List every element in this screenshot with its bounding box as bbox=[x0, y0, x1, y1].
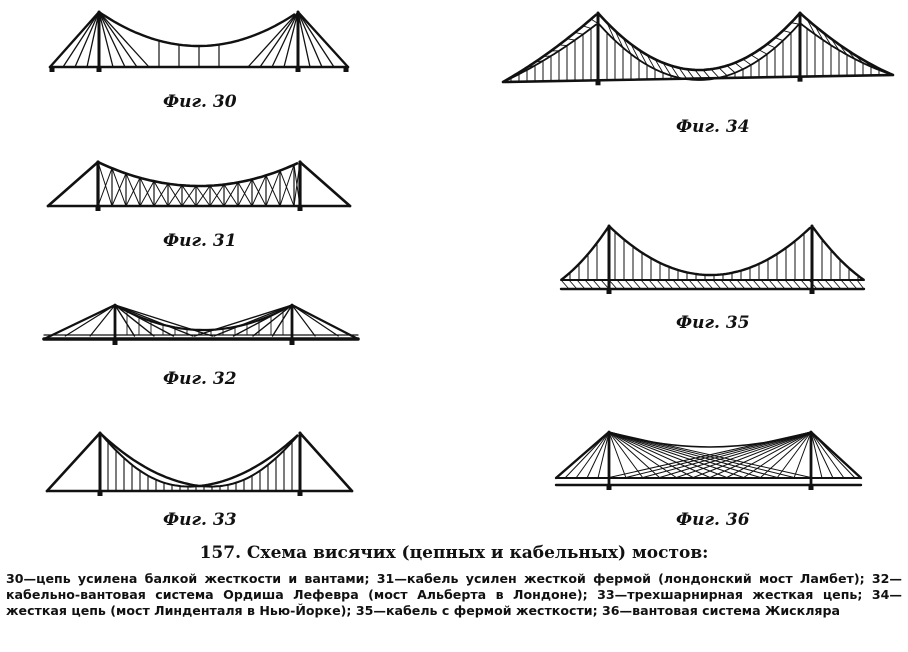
side-stay bbox=[90, 305, 115, 336]
chain-truss-diagonal bbox=[775, 38, 783, 41]
truss-diagonal bbox=[665, 280, 673, 289]
truss-diagonal bbox=[657, 280, 665, 289]
anchor-cable-right bbox=[300, 162, 350, 206]
pier-left bbox=[607, 289, 612, 294]
pier-left bbox=[96, 206, 101, 211]
backstay-cable bbox=[75, 12, 99, 67]
truss-diagonal bbox=[593, 280, 601, 289]
figure-caption-text: 30—цепь усилена балкой жесткости и вантами; 31—кабель усилен жесткой фермой (лондонский мост Ламбет); 32—кабельно-вантовая система Ордиша Лефевра (мост Альберта в Лондоне); 33—трехшарнирная жесткая цепь; 34—жесткая цепь (мост Линденталя в Нью-Йорке); 35—кабель с фермой жесткости; 36—вантовая система Жискляра bbox=[6, 571, 902, 618]
truss-diagonal bbox=[641, 280, 649, 289]
figure-31-label: Фиг. 31 bbox=[163, 231, 237, 251]
figure-35-cable-with-truss-diagram bbox=[561, 226, 864, 294]
main-cable bbox=[561, 226, 864, 280]
truss-diagonal bbox=[649, 280, 657, 289]
truss-diagonal bbox=[729, 280, 737, 289]
truss-diagonal bbox=[673, 280, 681, 289]
truss-diagonal bbox=[817, 280, 825, 289]
truss-diagonal bbox=[849, 280, 857, 289]
truss-diagonal bbox=[697, 280, 705, 289]
truss-diagonal bbox=[857, 280, 864, 289]
chain-truss-diagonal bbox=[751, 55, 759, 60]
truss-diagonal bbox=[705, 280, 713, 289]
backstay-left bbox=[47, 433, 100, 491]
truss-diagonal bbox=[625, 280, 633, 289]
chain-truss-diagonal bbox=[711, 69, 719, 78]
figure-30-chain-bridge-diagram bbox=[50, 12, 349, 72]
truss-diagonal bbox=[833, 280, 841, 289]
truss-diagonal bbox=[561, 280, 569, 289]
figure-34-rigid-chain-diagram bbox=[503, 13, 893, 85]
truss-diagonal bbox=[713, 280, 721, 289]
pier-right bbox=[290, 340, 295, 345]
side-stay bbox=[565, 432, 609, 478]
pier-left bbox=[607, 485, 612, 490]
truss-diagonal bbox=[785, 280, 793, 289]
side-stay bbox=[292, 305, 315, 336]
pier-right bbox=[298, 206, 303, 211]
figure-35-label: Фиг. 35 bbox=[676, 313, 750, 333]
pier-right bbox=[809, 485, 814, 490]
truss-diagonal bbox=[801, 280, 809, 289]
backstay-right bbox=[292, 305, 358, 339]
side-stay bbox=[65, 305, 115, 336]
pier-left bbox=[98, 491, 103, 496]
figure-32-ordish-lefeuvre-diagram bbox=[44, 305, 358, 345]
backstay-left bbox=[556, 432, 609, 478]
truss-diagonal bbox=[793, 280, 801, 289]
radiating-stay bbox=[609, 432, 762, 478]
side-stay bbox=[811, 432, 844, 478]
truss-diagonal bbox=[569, 280, 577, 289]
figure-34-label: Фиг. 34 bbox=[676, 117, 750, 137]
truss-diagonal bbox=[689, 280, 697, 289]
figure-33-label: Фиг. 33 bbox=[163, 510, 237, 530]
chain-truss-diagonal bbox=[767, 44, 775, 48]
deck-beam bbox=[503, 75, 893, 82]
figure-36-giscard-cable-stay-diagram bbox=[556, 432, 861, 490]
truss-diagonal bbox=[777, 280, 785, 289]
truss-diagonal bbox=[633, 280, 641, 289]
pier-right bbox=[298, 491, 303, 496]
figure-31-truss-stiffened-cable-diagram bbox=[48, 162, 350, 211]
pier-right bbox=[810, 289, 815, 294]
pier-left bbox=[596, 80, 601, 85]
chain-truss-diagonal bbox=[759, 50, 767, 54]
top-cable bbox=[609, 432, 811, 447]
pier-left bbox=[97, 67, 102, 72]
backstay-right bbox=[811, 432, 861, 478]
side-stay bbox=[811, 432, 855, 478]
truss-diagonal bbox=[825, 280, 833, 289]
chain-truss-diagonal bbox=[575, 32, 583, 34]
truss-diagonal bbox=[737, 280, 745, 289]
truss-diagonal bbox=[721, 280, 729, 289]
figure-33-three-hinged-chain-diagram bbox=[47, 433, 352, 496]
truss-diagonal bbox=[577, 280, 585, 289]
chain-truss-diagonal bbox=[791, 23, 799, 24]
truss-diagonal bbox=[745, 280, 753, 289]
abutment-right bbox=[344, 67, 349, 72]
truss-diagonal bbox=[769, 280, 777, 289]
chain-truss-diagonal bbox=[783, 31, 791, 33]
stay-cable bbox=[260, 12, 298, 67]
backstay-cable bbox=[298, 12, 322, 67]
chain-truss-diagonal bbox=[743, 59, 751, 65]
chain-truss-diagonal bbox=[719, 68, 727, 76]
chain-truss-diagonal bbox=[727, 66, 735, 73]
truss-diagonal bbox=[753, 280, 761, 289]
radiating-stay bbox=[658, 432, 811, 478]
chain-truss-diagonal bbox=[559, 45, 567, 46]
backstay-left bbox=[50, 12, 99, 67]
main-chain bbox=[99, 12, 295, 46]
pier-right bbox=[296, 67, 301, 72]
figure-32-label: Фиг. 32 bbox=[163, 369, 237, 389]
figure-caption-title: 157. Схема висячих (цепных и кабельных) мостов: bbox=[199, 543, 709, 563]
backstay-right bbox=[298, 12, 348, 67]
side-stay bbox=[811, 432, 833, 478]
pier-right bbox=[798, 77, 803, 82]
truss-diagonal bbox=[841, 280, 849, 289]
stiffening-cable bbox=[98, 162, 298, 186]
truss-diagonal bbox=[617, 280, 625, 289]
backstay-right bbox=[300, 433, 352, 491]
figure-36-label: Фиг. 36 bbox=[676, 510, 750, 530]
anchor-cable-left bbox=[48, 162, 98, 206]
truss-diagonal bbox=[681, 280, 689, 289]
truss-diagonal bbox=[761, 280, 769, 289]
abutment-left bbox=[50, 67, 55, 72]
chain-truss-diagonal bbox=[583, 26, 591, 28]
inclined-stay bbox=[214, 305, 292, 336]
side-stay bbox=[292, 305, 338, 336]
side-stay bbox=[587, 432, 609, 478]
truss-diagonal bbox=[585, 280, 593, 289]
chain-truss-diagonal bbox=[735, 63, 743, 69]
stay-cable bbox=[99, 12, 137, 67]
chain-truss-diagonal bbox=[567, 39, 575, 40]
figure-30-label: Фиг. 30 bbox=[163, 92, 237, 112]
pier-left bbox=[113, 340, 118, 345]
backstay-left bbox=[44, 305, 115, 339]
